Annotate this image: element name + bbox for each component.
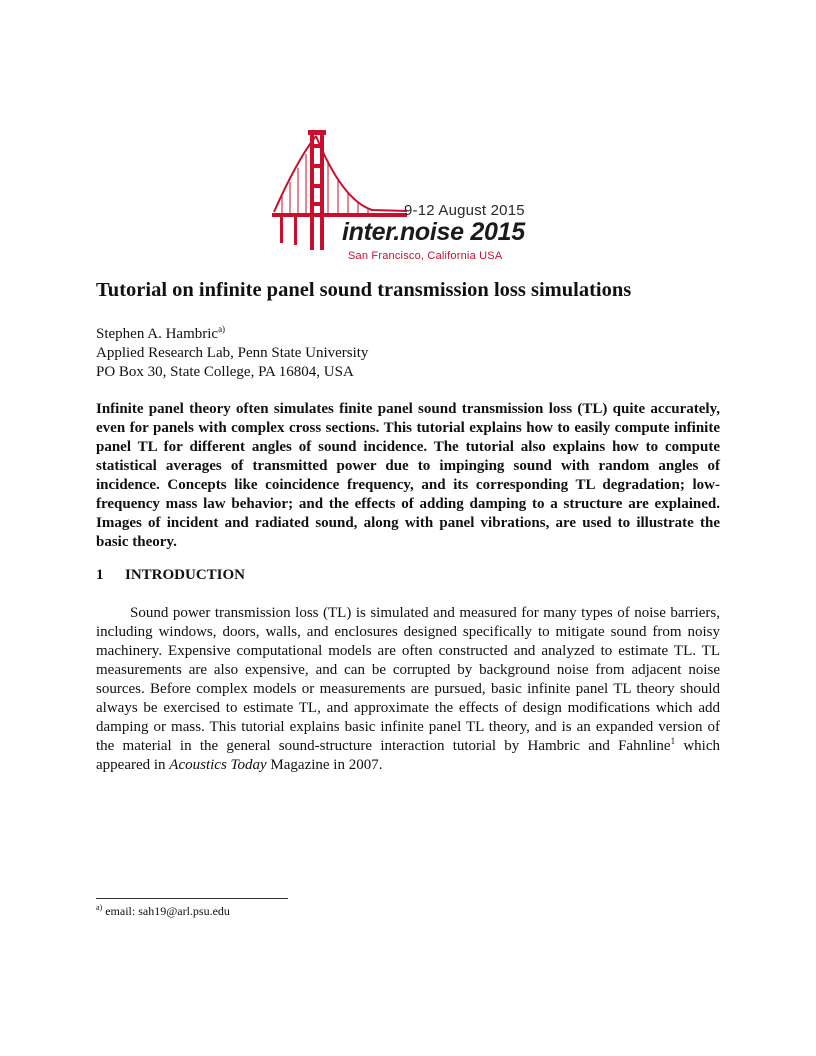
conference-date: 9-12 August 2015 [404,202,525,219]
citation-mark: 1 [670,736,676,746]
intro-text-3: Magazine in 2007. [266,757,383,773]
section-title: INTRODUCTION [125,567,246,583]
section-number: 1 [96,567,104,583]
author-address: PO Box 30, State College, PA 16804, USA [96,364,354,380]
footnote-divider [96,898,288,899]
author-block [96,325,368,382]
footnote-mark: a) [96,903,103,912]
footnote-email: email: sah19@arl.psu.edu [105,904,230,918]
author-line [96,325,368,344]
abstract: Infinite panel theory often simulates finite panel sound transmission loss (TL) quite accurately, even for panels with complex cross sections. This tutorial explains how to easily compute infinite panel TL for different angles of sound incidence. The tutorial also explains how to compute statistical averages of transmitted power due to impinging sound with random angles of incidence. Concepts like coincidence frequency, and its corresponding TL degradation; low-frequency mass law behavior; and the effects of adding damping to a structure are explained. Images of incident and radiated sound, along with panel vibrations, are used to illustrate the basic theory. [96,401,720,550]
paper-title: Tutorial on infinite panel sound transmission loss simulations [96,279,632,301]
author-footnote-mark: a) [218,324,226,334]
intro-text-2: which appeared in [96,738,720,773]
journal-name: Acoustics Today [169,757,267,773]
conference-name: inter.noise 2015 [342,218,525,246]
conference-location: San Francisco, California USA [348,250,503,262]
introduction-paragraph [96,604,720,775]
author-affiliation: Applied Research Lab, Penn State University [96,345,369,361]
footnote [96,904,230,919]
intro-text-1: Sound power transmission loss (TL) is simulated and measured for many types of noise barriers, including windows, doors, walls, and enclosures designed specifically to mitigate sound from noisy machinery. Expensive computational models are often constructed and analyzed to estimate TL. TL measurements are also expensive, and can be corrupted by background noise from adjacent noise sources. Before complex models or measurements are pursued, basic infinite panel TL theory should always be exercised to estimate TL, and approximate the effects of design modifications which add damping or mass. This tutorial explains basic infinite panel TL theory, and is an expanded version of the material in the general sound-structure interaction tutorial by Hambric and Fahnline [96,605,720,754]
section-heading [96,567,245,584]
conference-logo [272,130,562,270]
author-name: Stephen A. Hambric [96,326,219,342]
